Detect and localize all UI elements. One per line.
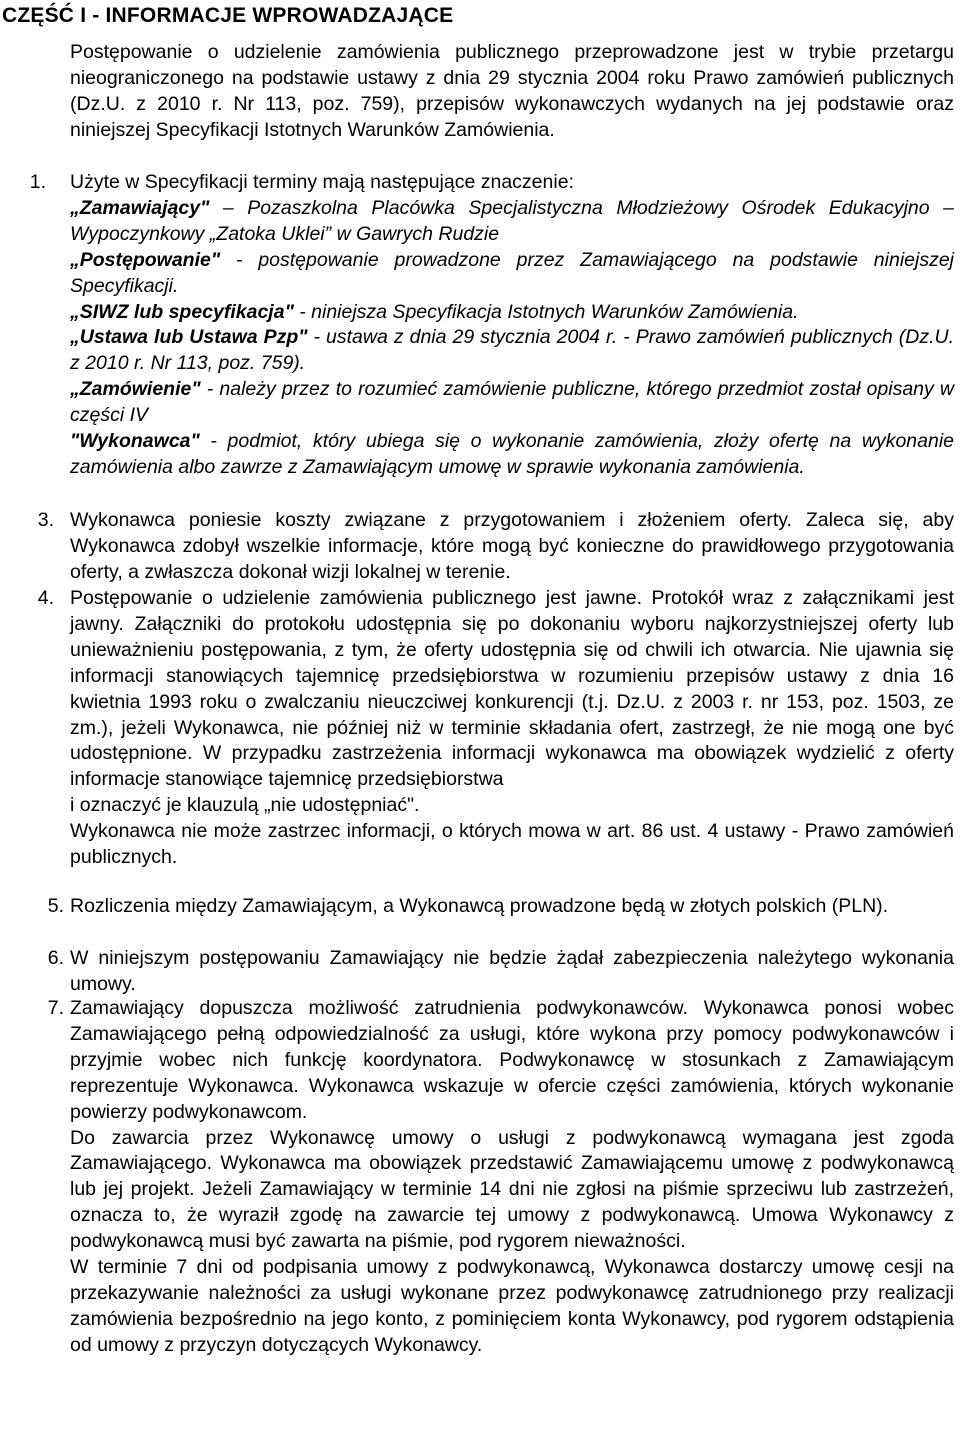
item-7-text-2: Do zawarcia przez Wykonawcę umowy o usługi z podwykonawcą wymagana jest zgoda Zamawiającego. Wykonawca ma obowiązek przedstawić Zamawiającemu umowę z podwykonawcą lub jej projekt. Jeżeli Zamawiający w terminie 14 dni nie zgłosi na piśmie sprzeciwu lub zastrzeżeń, oznacza to, że wyraził zgodę na zawarcie tej umowy z podwykonawcą. Umowa Wykonawcy z podwykonawcą musi być zawarta na piśmie, pod rygorem nieważności. xyxy=(70,1126,954,1253)
item-4-text-2: i oznaczyć je klauzulą „nie udostępniać". xyxy=(70,794,420,817)
definition-ustawa: „Ustawa lub Ustawa Pzp" - ustawa z dnia 29 stycznia 2004 r. - Prawo zamówień publicznych (Dz.U. z 2010 r. Nr 113, poz. 759). xyxy=(70,326,954,375)
definition-zamawiajacy: „Zamawiający" – Pozaszkolna Placówka Specjalistyczna Młodzieżowy Ośrodek Edukacyjno – Wypoczynkowy „Zatoka Uklei” w Gawrych Rudzie xyxy=(70,196,954,245)
item-number: 4. xyxy=(37,587,54,609)
definition-postepowanie: „Postępowanie" - postępowanie prowadzone przez Zamawiającego na podstawie niniejszej Specyfikacji. xyxy=(70,248,954,297)
item-number: 5. xyxy=(47,895,64,917)
section-heading: CZĘŚĆ I - INFORMACJE WPROWADZAJĄCE xyxy=(2,4,454,27)
item-number: 3. xyxy=(37,509,54,531)
intro-paragraph: Postępowanie o udzielenie zamówienia publicznego przeprowadzone jest w trybie przetargu nieograniczonego na podstawie ustawy z dnia 29 stycznia 2004 roku Prawo zamówień publicznych (Dz.U. z 2010 r. Nr 113, poz. 759), przepisów wykonawczych wydanych na jej podstawie oraz niniejszej Specyfikacji Istotnych Warunków Zamówienia. xyxy=(70,41,954,141)
item-1 xyxy=(70,170,954,481)
item-7-text: Zamawiający dopuszcza możliwość zatrudnienia podwykonawców. Wykonawca ponosi wobec Zamawiającego pełną odpowiedzialność za usługi, które wykona przy pomocy podwykonawców i przyjmie wobec nich funkcję koordynatora. Podwykonawcę w stosunkach z Zamawiającym reprezentuje Wykonawca. Wykonawca wskazuje w ofercie części zamówienia, których wykonanie powierzy podwykonawcom. xyxy=(70,997,954,1123)
item-5: Rozliczenia między Zamawiającym, a Wykonawcą prowadzone będą w złotych polskich (PLN). xyxy=(70,895,889,917)
definition-siwz: „SIWZ lub specyfikacja" - niniejsza Specyfikacja Istotnych Warunków Zamówienia. xyxy=(70,300,799,323)
definition-wykonawca: "Wykonawca" - podmiot, który ubiega się o wykonanie zamówienia, złoży ofertę na wykonanie zamówienia albo zawrze z Zamawiającym umowę w sprawie wykonania zamówienia. xyxy=(70,430,954,478)
definition-zamowienie: „Zamówienie" - należy przez to rozumieć zamówienie publiczne, którego przedmiot został opisany w części IV xyxy=(70,378,954,427)
item-6: W niniejszym postępowaniu Zamawiający nie będzie żądał zabezpieczenia należytego wykonania umowy. xyxy=(70,947,954,995)
item-7 xyxy=(70,996,954,1359)
item-3: Wykonawca poniesie koszty związane z przygotowaniem i złożeniem oferty. Zaleca się, aby Wykonawca zdobył wszelkie informacje, które mogą być konieczne do prawidłowego przygotowania oferty, a zwłaszcza dokonał wizji lokalnej w terenie. xyxy=(70,509,954,583)
item-number: 6. xyxy=(47,947,64,969)
item-4-text-3: Wykonawca nie może zastrzec informacji, o których mowa w art. 86 ust. 4 ustawy - Prawo zamówień publicznych. xyxy=(70,820,954,869)
item-number: 1. xyxy=(29,171,46,193)
item-4-text: Postępowanie o udzielenie zamówienia publicznego jest jawne. Protokół wraz z załącznikami jest jawny. Załączniki do protokołu udostępnia się po dokonaniu wyboru najkorzystniejszej oferty lub unieważnieniu postępowania, z tym, że oferty udostępnia się od chwili ich otwarcia. Nie ujawnia się informacji stanowiących tajemnicę przedsiębiorstwa w rozumieniu przepisów ustawy z dnia 16 kwietnia 1993 roku o zwalczaniu nieuczciwej konkurencji (t.j. Dz.U. z 2003 r. nr 153, poz. 1503, ze zm.), jeżeli Wykonawca, nie później niż w terminie składania ofert, zastrzegł, że nie mogą one być udostępnione. W przypadku zastrzeżenia informacji wykonawca ma obowiązek wydzielić z oferty informacje stanowiące tajemnicę przedsiębiorstwa xyxy=(70,587,954,791)
item-7-text-3: W terminie 7 dni od podpisania umowy z podwykonawcą, Wykonawca dostarczy umowę cesji na przekazywanie należności za usługi wykonane przez podwykonawcę zatrudnionego przy realizacji zamówienia bezpośrednio na jego konto, z pominięciem konta Wykonawcy, pod rygorem odstąpienia od umowy z przyczyn dotyczących Wykonawcy. xyxy=(70,1256,954,1356)
item-number: 7. xyxy=(47,997,64,1019)
item-lead: Użyte w Specyfikacji terminy mają następujące znaczenie: xyxy=(70,171,574,193)
item-4 xyxy=(70,586,954,871)
